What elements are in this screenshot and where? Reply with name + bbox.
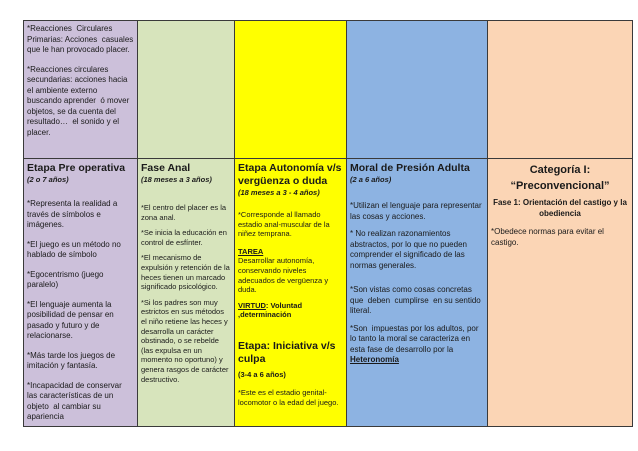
stage-title: Etapa Autonomía v/s vergüenza o duda: [238, 162, 342, 187]
stage-title: Moral de Presión Adulta: [350, 162, 470, 174]
heteronomia-link: Heteronomía: [350, 355, 399, 364]
category-title: Categoría I:: [529, 164, 591, 176]
paragraph: * No realizan razonamientos abstractos, por lo que no pueden comprender el significado de las normas generales.: [350, 229, 470, 270]
stage-age-2: (3-4 a 6 años): [238, 369, 286, 379]
cell-preconvencional: [488, 159, 633, 427]
virtud-label: VIRTUD: [238, 300, 266, 310]
cell-row1-col4: [347, 21, 488, 159]
paragraph: *Este es el estadio genital-locomotor o la edad del juego.: [238, 387, 339, 407]
paragraph: *Reacciones circulares secundarias: acciones hacia el ambiente externo buscando aprender ó mover objetos, se da cuenta del resultado… el sonido y el placer.: [27, 64, 132, 137]
paragraph: *Corresponde al llamado estadio anal-muscular de la niñez temprana.: [238, 210, 332, 239]
paragraph: *Reacciones Circulares Primarias: Acciones casuales que le han provocado placer.: [27, 24, 136, 54]
paragraph: [350, 324, 484, 366]
stage-age: (2 a 6 años): [350, 175, 392, 184]
cell-fase-anal: [138, 159, 235, 427]
paragraph: *Son vistas como cosas concretas que deben cumplirse en su sentido literal.: [350, 285, 483, 315]
paragraph: *Se inicia la educación en control de esfínter.: [141, 228, 229, 247]
fase-title: Fase 1: Orientación del castigo y la obediencia: [493, 198, 627, 218]
category-subtitle: “Preconvencional”: [510, 180, 610, 192]
paragraph: *Más tarde los juegos de imitación y fantasía.: [27, 350, 118, 370]
table-row: [24, 159, 633, 427]
tarea-text: Desarrollar autonomía, conservando niveles adecuados de vergüenza y duda.: [238, 256, 331, 295]
virtud-text: : Voluntad ,determinación: [238, 300, 305, 320]
paragraph: *El lenguaje aumenta la posibilidad de pensar en pasado y futuro y de relacionarse.: [27, 299, 116, 340]
paragraph: *Incapacidad de conservar las características de un objeto al cambiar su apariencia: [27, 380, 124, 421]
paragraph: *El mecanismo de expulsión y retención de la heces tienen un marcado significado psicológico.: [141, 253, 232, 292]
cell-row1-col2: [138, 21, 235, 159]
table-row: [24, 21, 633, 159]
stage-age: (18 meses a 3 años): [141, 175, 212, 184]
stage-age: (18 meses a 3 - 4 años): [238, 188, 320, 197]
virtud-block: [238, 301, 343, 320]
paragraph: *Si los padres son muy estrictos en sus métodos el niño retiene las heces y desarrolla un carácter obstinado, o se rebelde (las expulsa en un momento no oportuno) y genera rasgos de carácter destructivo.: [141, 297, 231, 384]
paragraph: *El juego es un método no hablado de símbolo: [27, 239, 124, 259]
paragraph: *Utilizan el lenguaje para representar las cosas y acciones.: [350, 201, 484, 221]
paragraph: *Egocentrismo (juego paralelo): [27, 269, 106, 289]
stage-title-2: Etapa: Iniciativa v/s culpa: [238, 339, 336, 365]
cell-moral-presion: [347, 159, 488, 427]
tarea-block: [238, 247, 343, 295]
paragraph: *Obedece normas para evitar el castigo.: [491, 227, 607, 247]
stage-age: (2 o 7 años): [27, 175, 69, 184]
p4-text: *Son impuestas por los adultos, por lo tanto la moral se caracteriza en esta fase de desarrollo por la: [350, 323, 481, 354]
tarea-label: TAREA: [238, 246, 264, 256]
paragraph: *El centro del placer es la zona anal.: [141, 203, 229, 222]
stages-table: [23, 20, 633, 427]
paragraph: *Representa la realidad a través de símbolos e imágenes.: [27, 199, 120, 229]
cell-row1-col3: [235, 21, 347, 159]
cell-preoperativa: [24, 159, 138, 427]
cell-row1-col1: [24, 21, 138, 159]
cell-autonomia: [235, 159, 347, 427]
cell-row1-col5: [488, 21, 633, 159]
stage-title: Etapa Pre operativa: [27, 162, 126, 174]
stage-title: Fase Anal: [141, 162, 191, 174]
